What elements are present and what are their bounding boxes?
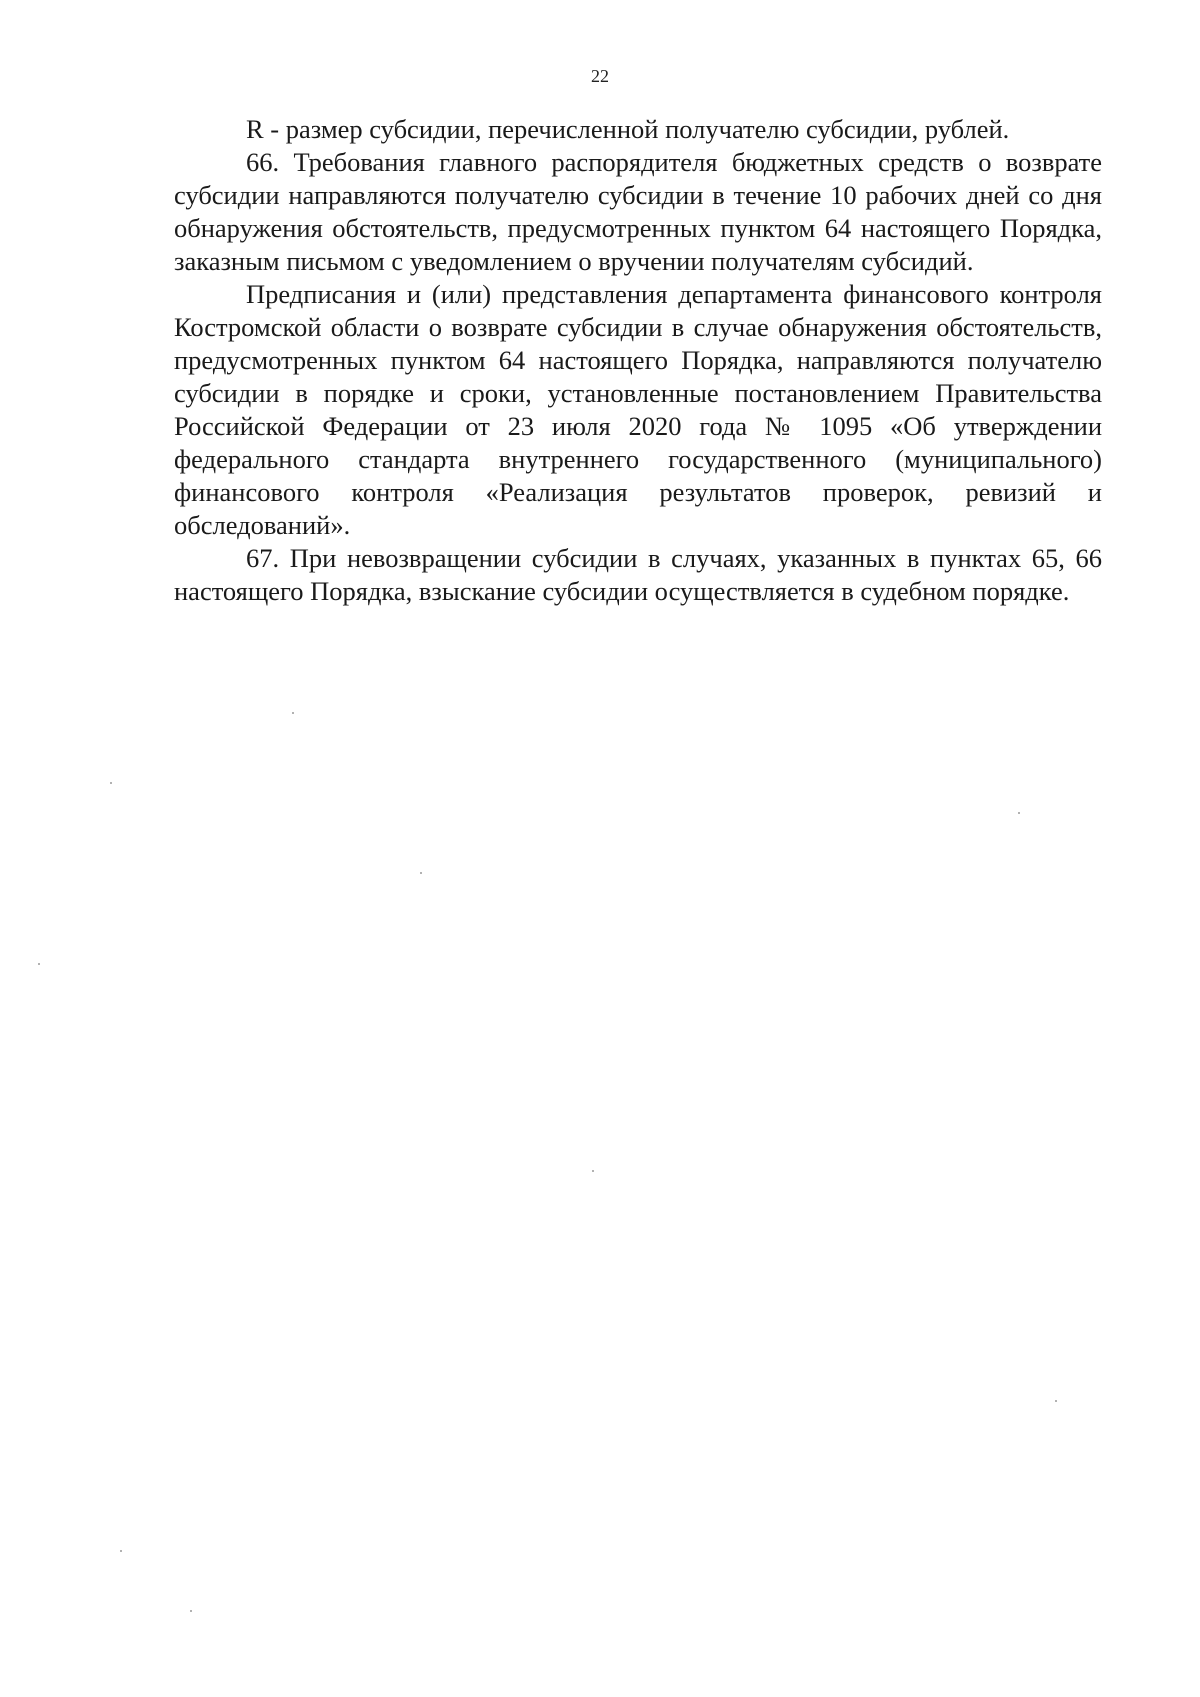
page-number: 22 (591, 66, 609, 86)
paragraph-66: 66. Требования главного распорядителя бюджетных средств о возврате субсидии направляются получателю субсидии в течение 10 рабочих дней со дня обнаружения обстоятельств, предусмотренных пунктом 64 настоящего Порядка, заказным письмом с уведомлением о вручении получателям субсидий. (174, 147, 1102, 276)
document-body (174, 113, 1102, 608)
paragraph-prescriptions: Предписания и (или) представления департамента финансового контроля Костромской области о возврате субсидии в случае обнаружения обстоятельств, предусмотренных пунктом 64 настоящего Порядка, направляются получателю субсидии в порядке и сроки, установленные постановлением Правительства Российской Федерации от 23 июля 2020 года № 1095 «Об утверждении федерального стандарта внутреннего государственного (муниципального) финансового контроля «Реализация результатов проверок, ревизий и обследований». (174, 279, 1102, 540)
scan-speck (120, 1550, 122, 1552)
scan-speck (420, 872, 422, 874)
paragraph-67: 67. При невозвращении субсидии в случаях, указанных в пунктах 65, 66 настоящего Порядка, взыскание субсидии осуществляется в судебном порядке. (174, 543, 1102, 606)
scan-speck (38, 963, 40, 965)
paragraph-r-definition: R - размер субсидии, перечисленной получателю субсидии, рублей. (246, 114, 1010, 144)
scan-speck (1055, 1400, 1057, 1402)
scan-speck (1018, 812, 1020, 814)
scan-speck (190, 1610, 192, 1612)
scan-speck (110, 782, 112, 784)
scan-speck (292, 712, 294, 714)
scan-speck (592, 1170, 594, 1172)
